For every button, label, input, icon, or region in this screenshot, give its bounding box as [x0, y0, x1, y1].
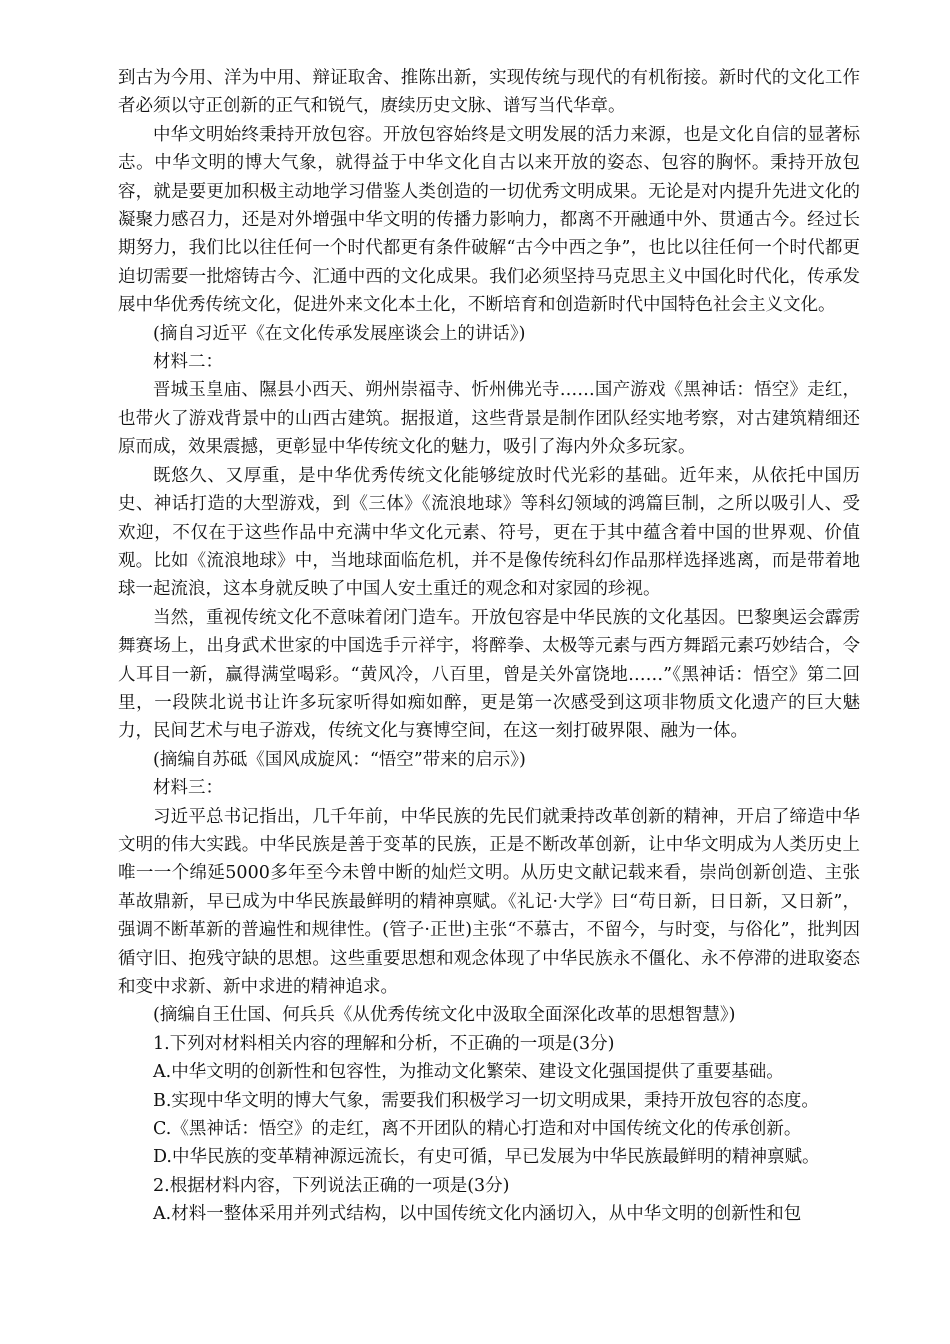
question1-option-a: A.中华文明的创新性和包容性，为推动文化繁荣、建设文化强国提供了重要基础。 — [153, 1062, 784, 1083]
material2-paragraph-3: 当然，重视传统文化不意味着闭门造车。开放包容是中华民族的文化基因。巴黎奥运会霹雳舞赛场上，出身武术世家的中国选手亓祥宇，将醉拳、太极等元素与西方舞蹈元素巧妙结合，令人耳目一新，赢得满堂喝彩。“黄风冷，八百里，曾是关外富饶地……”《黑神话：悟空》第二回里，一段陕北说书让许多玩家听得如痴如醉，更是第一次感受到这项非物质文化遗产的巨大魅力，民间艺术与电子游戏，传统文化与赛博空间，在这一刻打破界限、融为一体。 — [118, 607, 860, 742]
question1-option-d: D.中华民族的变革精神源远流长，有史可循，早已发展为中华民族最鲜明的精神禀赋。 — [153, 1147, 820, 1168]
question1-option-c: C.《黑神话：悟空》的走红，离不开团队的精心打造和对中国传统文化的传承创新。 — [153, 1119, 802, 1140]
material1-source: (摘自习近平《在文化传承发展座谈会上的讲话》) — [153, 323, 526, 344]
material2-paragraph-1: 晋城玉皇庙、隰县小西天、朔州崇福寺、忻州佛光寺……国产游戏《黑神话：悟空》走红，也带火了游戏背景中的山西古建筑。据报道，这些背景是制作团队经实地考察，对古建筑精细还原而成，效果震撼，更彰显中华传统文化的魅力，吸引了海内外众多玩家。 — [118, 380, 860, 458]
question1-option-b: B.实现中华文明的博大气象，需要我们积极学习一切文明成果，秉持开放包容的态度。 — [153, 1090, 819, 1111]
material3-label: 材料三： — [153, 778, 223, 799]
material2-paragraph-2: 既悠久、又厚重，是中华优秀传统文化能够绽放时代光彩的基础。近年来，从依托中国历史、神话打造的大型游戏，到《三体》《流浪地球》等科幻领域的鸿篇巨制，之所以吸引人、受欢迎，不仅在于这些作品中充满中华文化元素、符号，更在于其中蕴含着中国的世界观、价值观。比如《流浪地球》中，当地球面临危机，并不是像传统科幻作品那样选择逃离，而是带着地球一起流浪，这本身就反映了中国人安土重迁的观念和对家园的珍视。 — [118, 465, 860, 600]
material1-openness-paragraph: 中华文明始终秉持开放包容。开放包容始终是文明发展的活力来源，也是文化自信的显著标志。中华文明的博大气象，就得益于中华文化自古以来开放的姿态、包容的胸怀。秉持开放包容，就是要更加积极主动地学习借鉴人类创造的一切优秀文明成果。无论是对内提升先进文化的凝聚力感召力，还是对外增强中华文明的传播力影响力，都离不开融通中外、贯通古今。经过长期努力，我们比以往任何一个时代都更有条件破解“古今中西之争”，也比以往任何一个时代都更迫切需要一批熔铸古今、汇通中西的文化成果。我们必须坚持马克思主义中国化时代化，传承发展中华优秀传统文化，促进外来文化本土化，不断培育和创造新时代中国特色社会主义文化。 — [118, 124, 860, 316]
material3-paragraph-1: 习近平总书记指出，几千年前，中华民族的先民们就秉持改革创新的精神，开启了缔造中华文明的伟大实践。中华民族是善于变革的民族，正是不断改革创新，让中华文明成为人类历史上唯一一个绵延5000多年至今未曾中断的灿烂文明。从历史文献记载来看，崇尚创新创造、主张革故鼎新，早已成为中华民族最鲜明的精神禀赋。《礼记·大学》曰“苟日新，日日新，又日新”，强调不断革新的普遍性和规律性。(管子·正世)主张“不慕古，不留今，与时变，与俗化”，批判因循守旧、抱残守缺的思想。这些重要思想和观念体现了中华民族永不僵化、永不停滞的进取姿态和变中求新、新中求进的精神追求。 — [118, 806, 860, 997]
question1-stem: 1.下列对材料相关内容的理解和分析，不正确的一项是(3分) — [153, 1033, 615, 1054]
material2-label: 材料二： — [153, 352, 223, 373]
material1-continued-paragraph: 到古为今用、洋为中用、辩证取舍、推陈出新，实现传统与现代的有机衔接。新时代的文化工作者必须以守正创新的正气和锐气，赓续历史文脉、谱写当代华章。 — [118, 68, 860, 117]
material3-source: (摘编自王仕国、何兵兵《从优秀传统文化中汲取全面深化改革的思想智慧》) — [153, 1005, 736, 1026]
question2-option-a: A.材料一整体采用并列式结构，以中国传统文化内涵切入，从中华文明的创新性和包 — [153, 1204, 802, 1225]
document-page — [118, 64, 860, 1229]
material2-source: (摘编自苏砥《国风成旋风：“悟空”带来的启示》) — [153, 749, 526, 770]
question2-stem: 2.根据材料内容，下列说法正确的一项是(3分) — [153, 1175, 510, 1196]
